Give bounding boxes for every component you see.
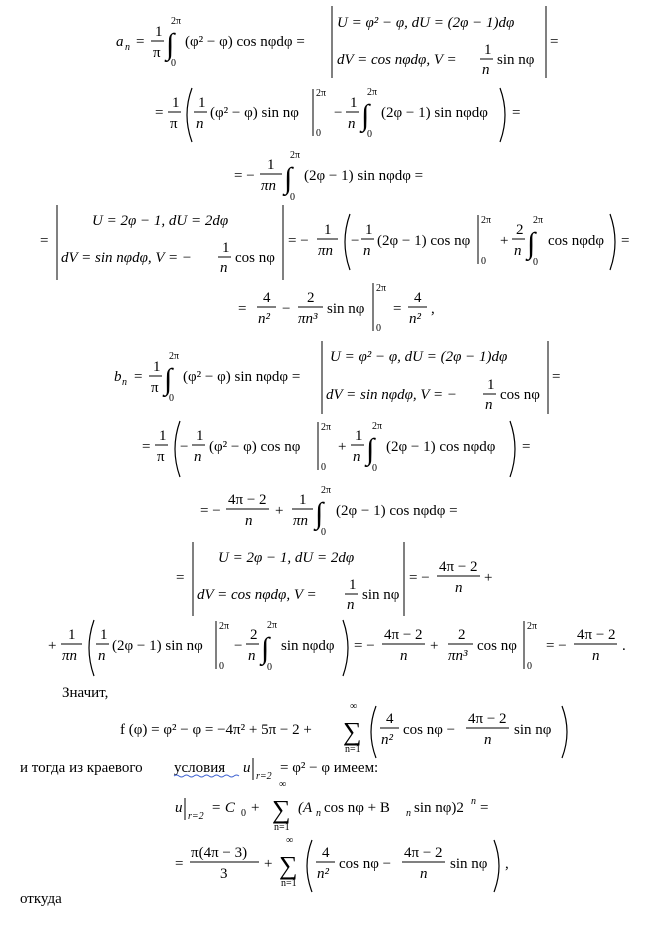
bn4-sub-bottom-left: dV = cos nφdφ, V = [197, 587, 317, 603]
bd2-end: sin nφ [450, 856, 488, 872]
bn5-f2-num: 2 [458, 627, 466, 643]
bd2-plus: + [264, 856, 273, 872]
series-f-f2-den: n [484, 732, 492, 748]
an5-f1-den: n² [258, 311, 270, 327]
bn5-pre-num: 1 [68, 627, 76, 643]
an4-sub-bottom-right: cos nφ [235, 250, 275, 266]
bn-eq: = [134, 369, 143, 385]
bn4-sub-num: 1 [349, 577, 357, 593]
an2-eval-upper: 2π [316, 88, 327, 99]
an-line-1 [116, 6, 558, 78]
bd2-lead: = [175, 856, 184, 872]
an4-int-lower: 0 [533, 257, 538, 268]
an3-integrand: (2φ − 1) sin nφdφ = [304, 168, 424, 184]
an-int-upper: 2π [171, 16, 182, 27]
an-lhs-sub: n [125, 42, 130, 53]
an5-text: sin nφ [327, 301, 365, 317]
bn2-frac2-den: n [353, 449, 361, 465]
an5-f3-den: n² [409, 311, 421, 327]
an2-tail: = [512, 105, 521, 121]
series-f-sum-lower: n=1 [345, 744, 361, 755]
an2-inner-text: (φ² − φ) sin nφ [210, 105, 299, 121]
an2-frac2-den: n [348, 116, 356, 132]
bn2-inner-den: n [194, 449, 202, 465]
bn-lhs-sub: n [122, 377, 127, 388]
an4-inner-text: (2φ − 1) cos nφ [377, 233, 471, 249]
bn4-eq-minus: = − [409, 570, 430, 586]
an4-eval-lower: 0 [481, 256, 486, 267]
bd1-sum-lower: n=1 [274, 822, 290, 833]
bd2-f1-den: n² [317, 866, 329, 882]
an-lhs: a [116, 34, 124, 50]
bn4-tail: + [484, 570, 493, 586]
right-paren [562, 706, 567, 758]
an3-den: πn [261, 178, 277, 194]
an3-int-upper: 2π [290, 150, 301, 161]
an-eq: = [136, 34, 145, 50]
an-int-lower: 0 [171, 58, 176, 69]
an4-inner-minus: − [351, 233, 360, 249]
bn3-lead: = − [200, 503, 221, 519]
series-f-mid: cos nφ − [403, 722, 456, 738]
left-paren [187, 88, 192, 142]
an5-eq: = [393, 301, 402, 317]
series-f-sum-upper: ∞ [350, 701, 358, 712]
series-f-f1-num: 4 [386, 711, 394, 727]
an4-plus: + [500, 233, 509, 249]
an2-lead: = [155, 105, 164, 121]
text-after: = φ² − φ имеем: [280, 760, 379, 776]
bn-frac-num: 1 [153, 359, 161, 375]
an5-eval-upper: 2π [376, 283, 387, 294]
an-tail: = [550, 34, 559, 50]
bn2-int-lower: 0 [372, 463, 377, 474]
an5-minus: − [282, 301, 291, 317]
bn5-eq-minus: = − [354, 638, 375, 654]
an4-frac2-den: n [514, 243, 522, 259]
bn4-lead: = [176, 570, 185, 586]
bn5-lead: + [48, 638, 57, 654]
bn2-pre-den: π [157, 449, 165, 465]
an5-tail: , [431, 301, 435, 317]
an3-int-lower: 0 [290, 192, 295, 203]
bn-sub-bottom-left: dV = sin nφdφ, V = − [326, 387, 458, 403]
bn-tail: = [552, 369, 561, 385]
bn3-f1-den: n [245, 513, 253, 529]
an4-pre-den: πn [318, 243, 334, 259]
bn5-tail: . [622, 638, 626, 654]
boundary-condition-text [20, 758, 378, 782]
bn5-eval-lower: 0 [219, 661, 224, 672]
bn5-inner-den: n [98, 648, 106, 664]
bn2-pre-num: 1 [159, 428, 167, 444]
bn5-f1-num: 4π − 2 [384, 627, 423, 643]
an4-int-upper: 2π [533, 215, 544, 226]
an-line-2 [155, 87, 520, 142]
bd1-sum-upper: ∞ [279, 779, 287, 790]
bd1-u: u [175, 800, 183, 816]
bn3-int-lower: 0 [321, 527, 326, 538]
bd2-f1-num: 4 [322, 845, 330, 861]
sum-sign: ∑ [279, 851, 298, 880]
text-u-sub: r=2 [256, 771, 272, 782]
bn5-f1-den: n [400, 648, 408, 664]
bn4-sub-bottom-right: sin nφ [362, 587, 400, 603]
an-frac-num: 1 [155, 24, 163, 40]
text-hence: Значит, [62, 685, 109, 701]
bn4-sub-den: n [347, 597, 355, 613]
bd1-tail: = [480, 800, 489, 816]
an4-frac2-num: 2 [516, 222, 524, 238]
bn-int-lower: 0 [169, 393, 174, 404]
bn2-integrand: (2φ − 1) cos nφdφ [386, 439, 496, 455]
left-paren [371, 706, 376, 758]
bn4-f-num: 4π − 2 [439, 559, 478, 575]
text-whence: откуда [20, 891, 62, 907]
bn5-f3-num: 4π − 2 [577, 627, 616, 643]
an5-f2-den: πn³ [298, 311, 318, 327]
bn-sub-num: 1 [487, 377, 495, 393]
integral-sign: ∫ [261, 632, 270, 665]
bd1-b-sub: n [406, 808, 411, 819]
left-paren [345, 214, 350, 270]
bn2-inner-text: (φ² − φ) cos nφ [209, 439, 301, 455]
bn2-tail: = [522, 439, 531, 455]
bn5-plus: + [430, 638, 439, 654]
right-paren [343, 620, 348, 676]
left-paren [307, 840, 312, 892]
boundary-line-2 [175, 835, 509, 892]
bn4-sub-top: U = 2φ − 1, dU = 2dφ [218, 550, 355, 566]
an-line-3 [234, 150, 423, 203]
bn5-eval2-upper: 2π [527, 621, 538, 632]
bn2-plus: + [338, 439, 347, 455]
an-sub-bottom-left: dV = cos nφdφ, V = [337, 52, 457, 68]
series-f-lhs: f (φ) = φ² − φ = −4π² + 5π − 2 + [120, 722, 312, 738]
an4-sub-top: U = 2φ − 1, dU = 2dφ [92, 213, 229, 229]
bn5-eval-upper: 2π [219, 621, 230, 632]
left-paren [89, 620, 94, 676]
bd2-f2-num: 4π − 2 [404, 845, 443, 861]
an2-eval-lower: 0 [316, 128, 321, 139]
bn5-inner-num: 1 [100, 627, 108, 643]
bn5-frac2-den: n [248, 648, 256, 664]
an4-inner-den: n [363, 243, 371, 259]
bd1-mid: cos nφ + B [324, 800, 390, 816]
bn5-integrand: sin nφdφ [281, 638, 335, 654]
bn2-inner-num: 1 [196, 428, 204, 444]
bd1-exp: n [471, 796, 476, 807]
an4-sub-bottom-left: dV = sin nφdφ, V = − [61, 250, 193, 266]
integral-sign: ∫ [361, 99, 370, 132]
an4-tail: = [621, 233, 630, 249]
an-sub-num: 1 [484, 42, 492, 58]
bn3-integrand: (2φ − 1) cos nφdφ = [336, 503, 458, 519]
bn5-inner-text: (2φ − 1) sin nφ [112, 638, 203, 654]
an4-lead: = [40, 233, 49, 249]
integral-sign: ∫ [166, 28, 175, 61]
an2-minus: − [334, 105, 343, 121]
an-line-4 [40, 205, 629, 280]
an2-int-upper: 2π [367, 87, 378, 98]
an3-num: 1 [267, 157, 275, 173]
an4-pre-num: 1 [324, 222, 332, 238]
bn3-int-upper: 2π [321, 485, 332, 496]
bn5-int-upper: 2π [267, 620, 278, 631]
an4-sub-num: 1 [222, 240, 230, 256]
bn2-eval-lower: 0 [321, 462, 326, 473]
text-condition-word: условия [174, 760, 226, 776]
an2-pre-den: π [170, 116, 178, 132]
bd1-c-sub: 0 [241, 808, 246, 819]
an2-frac2-num: 1 [350, 95, 358, 111]
series-f-end: sin nφ [514, 722, 552, 738]
bn-sub-den: n [485, 397, 493, 413]
bn5-eq-minus2: = − [546, 638, 567, 654]
sum-sign: ∑ [343, 717, 362, 746]
bn-line-2 [142, 421, 530, 477]
series-f-line [120, 701, 567, 758]
series-f-f1-den: n² [381, 732, 393, 748]
an-line-5 [238, 283, 435, 334]
an5-f3-num: 4 [414, 290, 422, 306]
bd2-f0-num: π(4π − 3) [191, 845, 248, 861]
an2-integrand: (2φ − 1) sin nφdφ [381, 105, 488, 121]
an2-int-lower: 0 [367, 129, 372, 140]
bn-frac-den: π [151, 380, 159, 396]
bn-line-3 [200, 485, 458, 538]
bn2-eval-upper: 2π [321, 422, 332, 433]
bn5-int-lower: 0 [267, 662, 272, 673]
integral-sign: ∫ [315, 497, 324, 530]
an-sub-bottom-right: sin nφ [497, 52, 535, 68]
an3-lead: = − [234, 168, 255, 184]
bn2-lead: = [142, 439, 151, 455]
an4-inner-num: 1 [365, 222, 373, 238]
bn5-minus: − [234, 638, 243, 654]
bd1-body: (A [298, 800, 313, 816]
bn-integrand: (φ² − φ) sin nφdφ = [183, 369, 301, 385]
bd2-tail: , [505, 856, 509, 872]
right-paren [510, 421, 515, 477]
integral-sign: ∫ [366, 433, 375, 466]
an-frac-den: π [153, 45, 161, 61]
bd1-a-sub: n [316, 808, 321, 819]
right-paren [610, 214, 615, 270]
an4-eq-minus: = − [288, 233, 309, 249]
an5-eval-lower: 0 [376, 323, 381, 334]
an-integrand: (φ² − φ) cos nφdφ = [185, 34, 305, 50]
bd2-f0-den: 3 [220, 866, 228, 882]
an5-f2-num: 2 [307, 290, 315, 306]
boundary-line-1 [175, 779, 488, 833]
bn-sub-bottom-right: cos nφ [500, 387, 540, 403]
bn2-int-upper: 2π [372, 421, 383, 432]
series-f-f2-num: 4π − 2 [468, 711, 507, 727]
bn5-pre-den: πn [62, 648, 78, 664]
bd1-end: sin nφ)2 [414, 800, 464, 816]
bn-line-5 [48, 620, 626, 676]
bn-sub-top: U = φ² − φ, dU = (2φ − 1)dφ [330, 349, 508, 365]
an2-pre-num: 1 [172, 95, 180, 111]
bd2-mid: cos nφ − [339, 856, 392, 872]
text-u: u [243, 760, 251, 776]
bn-int-upper: 2π [169, 351, 180, 362]
an2-inner-den: n [196, 116, 204, 132]
bn3-f2-den: πn [293, 513, 309, 529]
right-paren [500, 88, 505, 142]
bn2-frac2-num: 1 [355, 428, 363, 444]
bn2-inner-minus: − [180, 439, 189, 455]
an5-lead: = [238, 301, 247, 317]
bn-lhs: b [114, 369, 122, 385]
text-then-from: и тогда из краевого [20, 760, 143, 776]
an-sub-den: n [482, 62, 490, 78]
an4-eval-upper: 2π [481, 215, 492, 226]
integral-sign: ∫ [527, 227, 536, 260]
bn5-eval2-lower: 0 [527, 661, 532, 672]
an2-inner-num: 1 [198, 95, 206, 111]
bn5-frac2-num: 2 [250, 627, 258, 643]
integral-sign: ∫ [284, 162, 293, 195]
an5-f1-num: 4 [263, 290, 271, 306]
bd1-plus: + [251, 800, 260, 816]
an4-integrand: cos nφdφ [548, 233, 605, 249]
right-paren [494, 840, 499, 892]
bd2-sum-upper: ∞ [286, 835, 294, 846]
sum-sign: ∑ [272, 795, 291, 824]
bn5-f3-den: n [592, 648, 600, 664]
bn4-f-den: n [455, 580, 463, 596]
bn3-f1-num: 4π − 2 [228, 492, 267, 508]
an-sub-top: U = φ² − φ, dU = (2φ − 1)dφ [337, 15, 515, 31]
bd2-f2-den: n [420, 866, 428, 882]
bn5-f2-den: πn³ [448, 648, 468, 664]
bd1-u-sub: r=2 [188, 811, 204, 822]
an4-sub-den: n [220, 260, 228, 276]
bn3-plus: + [275, 503, 284, 519]
bn-line-1 [114, 341, 560, 414]
bn5-text: cos nφ [477, 638, 517, 654]
bd1-eq: = C [211, 800, 235, 816]
bd2-sum-lower: n=1 [281, 878, 297, 889]
integral-sign: ∫ [164, 363, 173, 396]
bn-line-4 [176, 542, 492, 616]
bn3-f2-num: 1 [299, 492, 307, 508]
